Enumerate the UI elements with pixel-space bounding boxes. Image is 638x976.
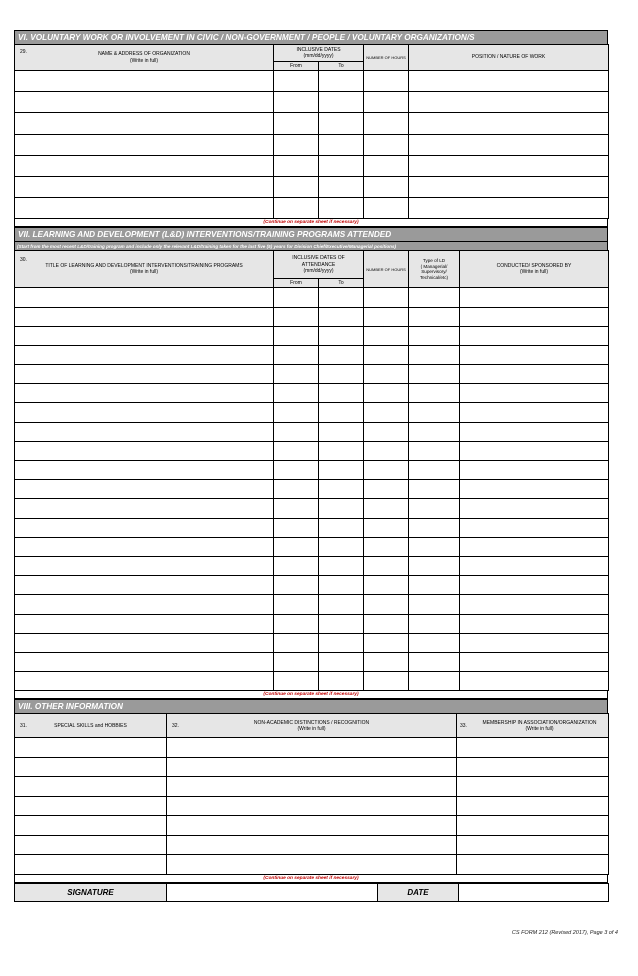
training-cell[interactable]: [274, 633, 319, 652]
training-cell[interactable]: [15, 461, 274, 480]
training-row: [15, 556, 609, 575]
training-cell[interactable]: [409, 422, 460, 441]
ld-type-line1: Type of LD: [422, 257, 446, 263]
vw-from-header: From: [274, 62, 319, 71]
training-cell[interactable]: [364, 326, 409, 345]
training-cell[interactable]: [15, 365, 274, 384]
form-footer: CS FORM 212 (Revised 2017), Page 3 of 4: [511, 930, 618, 936]
training-row: [15, 326, 609, 345]
voluntary-work-cell[interactable]: [319, 134, 364, 155]
training-cell[interactable]: [409, 461, 460, 480]
item-33-number: 33.: [460, 723, 467, 730]
ld-dates-label: INCLUSIVE DATES OF ATTENDANCE: [292, 255, 345, 268]
training-cell[interactable]: [15, 384, 274, 403]
training-row: [15, 365, 609, 384]
voluntary-work-cell[interactable]: [15, 198, 274, 219]
voluntary-work-cell[interactable]: [274, 92, 319, 113]
training-row: [15, 518, 609, 537]
training-cell[interactable]: [15, 422, 274, 441]
training-cell[interactable]: [319, 441, 364, 460]
training-row: [15, 576, 609, 595]
voluntary-work-cell[interactable]: [409, 176, 609, 197]
training-cell[interactable]: [364, 384, 409, 403]
voluntary-work-cell[interactable]: [274, 176, 319, 197]
training-cell[interactable]: [364, 288, 409, 307]
training-cell[interactable]: [409, 537, 460, 556]
training-cell[interactable]: [274, 326, 319, 345]
training-cell[interactable]: [274, 652, 319, 671]
other-info-cell[interactable]: [167, 777, 457, 797]
training-cell[interactable]: [15, 403, 274, 422]
other-info-cell[interactable]: [457, 835, 609, 855]
vw-continue-note: (Continue on separate sheet if necessary): [14, 219, 608, 227]
other-info-cell[interactable]: [15, 757, 167, 777]
training-cell[interactable]: [364, 537, 409, 556]
voluntary-work-cell[interactable]: [319, 198, 364, 219]
training-row: [15, 499, 609, 518]
training-cell[interactable]: [460, 441, 609, 460]
training-cell[interactable]: [364, 576, 409, 595]
training-cell[interactable]: [460, 384, 609, 403]
voluntary-work-cell[interactable]: [15, 176, 274, 197]
training-cell[interactable]: [274, 345, 319, 364]
training-cell[interactable]: [364, 652, 409, 671]
training-row: [15, 403, 609, 422]
training-cell[interactable]: [364, 365, 409, 384]
training-cell[interactable]: [15, 537, 274, 556]
ld-hours-header: NUMBER OF HOURS: [364, 251, 409, 288]
other-info-cell[interactable]: [15, 777, 167, 797]
vw-hours-header: NUMBER OF HOURS: [364, 45, 409, 71]
voluntary-work-cell[interactable]: [364, 92, 409, 113]
ld-conducted-sublabel: (Write in full): [520, 269, 548, 276]
distinctions-sublabel: (Write in full): [297, 725, 326, 732]
signature-table: [14, 883, 609, 902]
training-cell[interactable]: [460, 288, 609, 307]
training-cell[interactable]: [460, 652, 609, 671]
other-info-cell[interactable]: [457, 757, 609, 777]
training-cell[interactable]: [319, 652, 364, 671]
other-info-cell[interactable]: [167, 835, 457, 855]
training-cell[interactable]: [319, 595, 364, 614]
ld-title-sublabel: (Write in full): [130, 269, 158, 276]
voluntary-work-cell[interactable]: [364, 113, 409, 134]
training-cell[interactable]: [409, 614, 460, 633]
vw-name-header: [15, 45, 274, 71]
training-cell[interactable]: [274, 614, 319, 633]
training-cell[interactable]: [15, 441, 274, 460]
training-cell[interactable]: [274, 556, 319, 575]
oi-continue-note: (Continue on separate sheet if necessary): [14, 875, 608, 883]
voluntary-work-cell[interactable]: [319, 113, 364, 134]
training-row: [15, 537, 609, 556]
training-cell[interactable]: [409, 595, 460, 614]
training-cell[interactable]: [364, 441, 409, 460]
voluntary-work-cell[interactable]: [409, 134, 609, 155]
training-cell[interactable]: [274, 672, 319, 691]
training-cell[interactable]: [460, 307, 609, 326]
training-cell[interactable]: [460, 345, 609, 364]
other-info-row: [15, 738, 609, 758]
vw-dates-header: [274, 45, 364, 62]
training-cell[interactable]: [274, 518, 319, 537]
training-row: [15, 461, 609, 480]
training-cell[interactable]: [15, 499, 274, 518]
voluntary-work-cell[interactable]: [409, 113, 609, 134]
training-cell[interactable]: [364, 403, 409, 422]
training-cell[interactable]: [460, 480, 609, 499]
training-cell[interactable]: [409, 652, 460, 671]
voluntary-work-cell[interactable]: [364, 176, 409, 197]
distinctions-label: NON-ACADEMIC DISTINCTIONS / RECOGNITION: [253, 719, 370, 726]
ld-dates-sublabel: (mm/dd/yyyy): [303, 267, 334, 274]
training-cell[interactable]: [15, 633, 274, 652]
training-cell[interactable]: [319, 518, 364, 537]
training-cell[interactable]: [364, 422, 409, 441]
voluntary-work-cell[interactable]: [274, 134, 319, 155]
training-row: [15, 288, 609, 307]
other-info-cell[interactable]: [457, 796, 609, 816]
voluntary-work-cell[interactable]: [274, 155, 319, 176]
training-cell[interactable]: [409, 345, 460, 364]
training-cell[interactable]: [319, 499, 364, 518]
training-cell[interactable]: [319, 576, 364, 595]
training-cell[interactable]: [319, 480, 364, 499]
voluntary-work-row: [15, 92, 609, 113]
training-cell[interactable]: [274, 365, 319, 384]
item-31-number: 31.: [20, 723, 27, 730]
ld-continue-note: (Continue on separate sheet if necessary): [14, 691, 608, 699]
voluntary-work-cell[interactable]: [274, 113, 319, 134]
training-cell[interactable]: [274, 422, 319, 441]
ld-from-header: From: [274, 279, 319, 288]
voluntary-work-row: [15, 155, 609, 176]
other-info-cell[interactable]: [167, 796, 457, 816]
membership-header: [457, 714, 609, 738]
ld-conducted-label: CONDUCTED/ SPONSORED BY: [496, 263, 572, 270]
membership-sublabel: (Write in full): [525, 725, 554, 732]
training-cell[interactable]: [15, 307, 274, 326]
other-info-row: [15, 835, 609, 855]
voluntary-work-row: [15, 198, 609, 219]
training-cell[interactable]: [274, 595, 319, 614]
other-info-cell[interactable]: [15, 816, 167, 836]
section-8-title: VIII. OTHER INFORMATION: [14, 699, 608, 713]
training-cell[interactable]: [409, 384, 460, 403]
voluntary-work-cell[interactable]: [409, 155, 609, 176]
section-7-subtitle: (Start from the most recent L&D/training program and include only the relevant L&D/training taken for the last five (5) years for Division Chief/Executive/Managerial positions): [14, 241, 608, 250]
training-cell[interactable]: [274, 307, 319, 326]
other-info-cell[interactable]: [167, 816, 457, 836]
section-6-title: VI. VOLUNTARY WORK OR INVOLVEMENT IN CIVIC / NON-GOVERNMENT / PEOPLE / VOLUNTARY ORGANIZATION/S: [14, 30, 608, 44]
training-cell[interactable]: [274, 461, 319, 480]
voluntary-work-cell[interactable]: [364, 71, 409, 92]
training-cell[interactable]: [364, 633, 409, 652]
training-row: [15, 595, 609, 614]
training-cell[interactable]: [460, 326, 609, 345]
voluntary-work-row: [15, 134, 609, 155]
voluntary-work-cell[interactable]: [15, 134, 274, 155]
training-cell[interactable]: [409, 672, 460, 691]
distinctions-header: [167, 714, 457, 738]
training-cell[interactable]: [319, 365, 364, 384]
training-cell[interactable]: [364, 614, 409, 633]
ld-type-line2: ( Managerial/: [420, 263, 448, 269]
training-table: [14, 250, 609, 691]
training-row: [15, 441, 609, 460]
training-cell[interactable]: [319, 345, 364, 364]
training-cell[interactable]: [409, 518, 460, 537]
training-cell[interactable]: [409, 499, 460, 518]
other-info-cell[interactable]: [167, 757, 457, 777]
other-info-row: [15, 855, 609, 875]
other-info-cell[interactable]: [167, 738, 457, 758]
membership-label: MEMBERSHIP IN ASSOCIATION/ORGANIZATION: [482, 719, 597, 726]
training-cell[interactable]: [460, 614, 609, 633]
vw-name-sublabel: (Write in full): [130, 57, 158, 64]
voluntary-work-row: [15, 176, 609, 197]
training-cell[interactable]: [409, 480, 460, 499]
training-cell[interactable]: [460, 365, 609, 384]
training-cell[interactable]: [274, 499, 319, 518]
training-cell[interactable]: [364, 595, 409, 614]
vw-name-label: NAME & ADDRESS OF ORGANIZATION: [98, 51, 190, 58]
training-cell[interactable]: [15, 480, 274, 499]
other-info-cell[interactable]: [15, 835, 167, 855]
skills-label: SPECIAL SKILLS and HOBBIES: [54, 722, 127, 729]
voluntary-work-cell[interactable]: [274, 71, 319, 92]
training-row: [15, 614, 609, 633]
ld-type-line4: Technical/etc): [419, 275, 449, 281]
training-cell[interactable]: [319, 403, 364, 422]
vw-position-header: POSITION / NATURE OF WORK: [409, 45, 609, 71]
training-cell[interactable]: [364, 518, 409, 537]
training-cell[interactable]: [364, 307, 409, 326]
training-cell[interactable]: [460, 595, 609, 614]
voluntary-work-row: [15, 71, 609, 92]
training-cell[interactable]: [460, 672, 609, 691]
voluntary-work-cell[interactable]: [319, 176, 364, 197]
signature-field[interactable]: [167, 883, 378, 901]
training-cell[interactable]: [319, 326, 364, 345]
voluntary-work-table: [14, 44, 609, 219]
item-30-number: 30.: [20, 257, 27, 264]
training-cell[interactable]: [274, 537, 319, 556]
training-cell[interactable]: [409, 365, 460, 384]
training-cell[interactable]: [319, 672, 364, 691]
training-cell[interactable]: [15, 595, 274, 614]
training-cell[interactable]: [364, 480, 409, 499]
item-29-number: 29.: [20, 49, 27, 55]
training-cell[interactable]: [460, 499, 609, 518]
training-cell[interactable]: [364, 499, 409, 518]
training-cell[interactable]: [409, 633, 460, 652]
other-info-cell[interactable]: [457, 816, 609, 836]
training-cell[interactable]: [15, 652, 274, 671]
training-cell[interactable]: [409, 403, 460, 422]
training-cell[interactable]: [15, 556, 274, 575]
ld-type-line3: Supervisory/: [421, 269, 447, 275]
other-info-cell[interactable]: [15, 855, 167, 875]
voluntary-work-cell[interactable]: [319, 155, 364, 176]
training-cell[interactable]: [460, 461, 609, 480]
training-row: [15, 384, 609, 403]
training-cell[interactable]: [319, 288, 364, 307]
voluntary-work-cell[interactable]: [274, 198, 319, 219]
other-info-cell[interactable]: [167, 855, 457, 875]
training-cell[interactable]: [319, 633, 364, 652]
training-cell[interactable]: [274, 441, 319, 460]
training-cell[interactable]: [274, 480, 319, 499]
training-row: [15, 633, 609, 652]
training-cell[interactable]: [319, 537, 364, 556]
skills-header: [15, 714, 167, 738]
training-cell[interactable]: [409, 288, 460, 307]
training-row: [15, 345, 609, 364]
training-cell[interactable]: [409, 326, 460, 345]
training-cell[interactable]: [15, 326, 274, 345]
training-cell[interactable]: [364, 672, 409, 691]
other-info-row: [15, 796, 609, 816]
training-cell[interactable]: [364, 461, 409, 480]
other-info-table: [14, 713, 609, 875]
training-row: [15, 422, 609, 441]
signature-label: SIGNATURE: [15, 883, 167, 901]
other-info-cell[interactable]: [15, 796, 167, 816]
other-info-cell[interactable]: [457, 855, 609, 875]
voluntary-work-cell[interactable]: [364, 134, 409, 155]
training-cell[interactable]: [15, 288, 274, 307]
voluntary-work-cell[interactable]: [15, 71, 274, 92]
date-label: DATE: [378, 883, 459, 901]
training-cell[interactable]: [460, 518, 609, 537]
training-row: [15, 480, 609, 499]
ld-type-header: [409, 251, 460, 288]
training-cell[interactable]: [364, 345, 409, 364]
training-cell[interactable]: [460, 537, 609, 556]
training-cell[interactable]: [364, 556, 409, 575]
other-info-row: [15, 757, 609, 777]
training-cell[interactable]: [319, 461, 364, 480]
other-info-cell[interactable]: [457, 738, 609, 758]
voluntary-work-cell[interactable]: [364, 198, 409, 219]
training-cell[interactable]: [15, 576, 274, 595]
training-row: [15, 652, 609, 671]
ld-conducted-header: [460, 251, 609, 288]
training-cell[interactable]: [274, 288, 319, 307]
voluntary-work-cell[interactable]: [319, 92, 364, 113]
voluntary-work-cell[interactable]: [409, 71, 609, 92]
voluntary-work-cell[interactable]: [409, 198, 609, 219]
training-cell[interactable]: [460, 403, 609, 422]
training-cell[interactable]: [460, 422, 609, 441]
training-cell[interactable]: [409, 556, 460, 575]
training-cell[interactable]: [460, 556, 609, 575]
voluntary-work-row: [15, 113, 609, 134]
voluntary-work-cell[interactable]: [15, 92, 274, 113]
pds-page-3: [14, 30, 608, 902]
training-cell[interactable]: [15, 672, 274, 691]
training-cell[interactable]: [319, 556, 364, 575]
training-cell[interactable]: [274, 576, 319, 595]
training-row: [15, 672, 609, 691]
training-cell[interactable]: [15, 614, 274, 633]
training-cell[interactable]: [319, 422, 364, 441]
training-cell[interactable]: [15, 345, 274, 364]
training-cell[interactable]: [274, 384, 319, 403]
ld-dates-header: [274, 251, 364, 279]
other-info-cell[interactable]: [457, 777, 609, 797]
training-cell[interactable]: [319, 384, 364, 403]
ld-title-label: TITLE OF LEARNING AND DEVELOPMENT INTERVENTIONS/TRAINING PROGRAMS: [45, 263, 243, 270]
vw-dates-sublabel: (mm/dd/yyyy): [303, 53, 334, 59]
training-cell[interactable]: [409, 576, 460, 595]
training-cell[interactable]: [409, 307, 460, 326]
other-info-cell[interactable]: [15, 738, 167, 758]
ld-title-header: [15, 251, 274, 288]
voluntary-work-cell[interactable]: [409, 92, 609, 113]
training-cell[interactable]: [15, 518, 274, 537]
vw-to-header: To: [319, 62, 364, 71]
item-32-number: 32.: [172, 723, 179, 730]
section-7-title: VII. LEARNING AND DEVELOPMENT (L&D) INTERVENTIONS/TRAINING PROGRAMS ATTENDED: [14, 227, 608, 241]
training-cell[interactable]: [460, 576, 609, 595]
vw-dates-label: INCLUSIVE DATES: [296, 46, 341, 53]
training-row: [15, 307, 609, 326]
voluntary-work-cell[interactable]: [364, 155, 409, 176]
other-info-row: [15, 777, 609, 797]
training-cell[interactable]: [319, 307, 364, 326]
ld-to-header: To: [319, 279, 364, 288]
training-cell[interactable]: [274, 403, 319, 422]
training-cell[interactable]: [460, 633, 609, 652]
training-cell[interactable]: [409, 441, 460, 460]
other-info-row: [15, 816, 609, 836]
voluntary-work-cell[interactable]: [15, 113, 274, 134]
date-field[interactable]: [459, 883, 609, 901]
training-cell[interactable]: [319, 614, 364, 633]
voluntary-work-cell[interactable]: [319, 71, 364, 92]
voluntary-work-cell[interactable]: [15, 155, 274, 176]
